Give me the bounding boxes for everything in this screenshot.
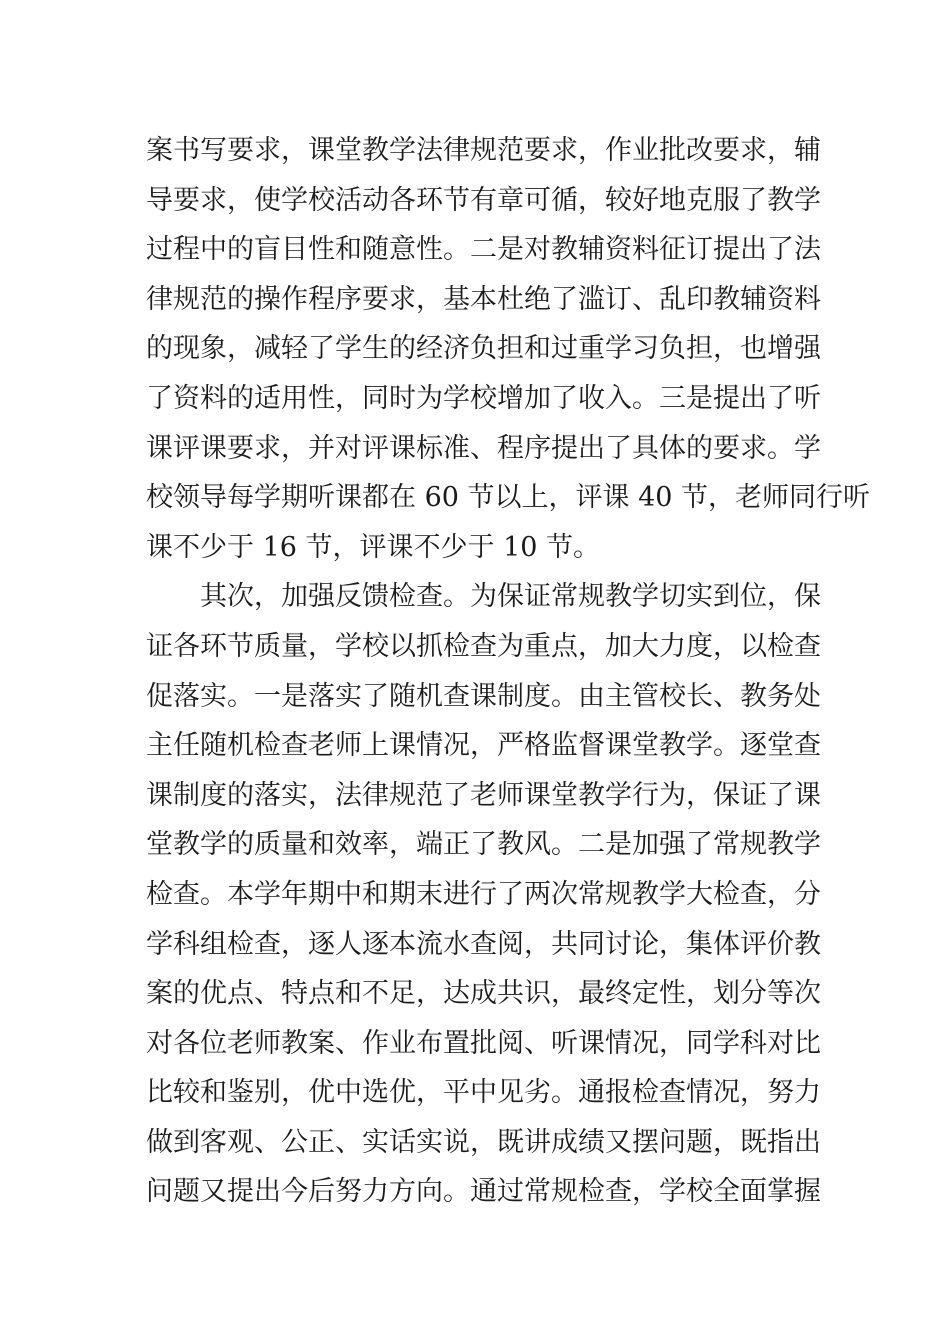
text-line: 案书写要求，课堂教学法律规范要求，作业批改要求，辅 xyxy=(146,135,821,166)
text-line: 律规范的操作程序要求，基本杜绝了滥订、乱印教辅资料 xyxy=(146,283,821,315)
text-line: 堂教学的质量和效率，端正了教风。二是加强了常规教学 xyxy=(146,829,821,861)
text-line: 其次，加强反馈检查。为保证常规教学切实到位，保 xyxy=(200,581,821,613)
text-line: 课评课要求，并对评课标准、程序提出了具体的要求。学 xyxy=(146,432,821,464)
text-line: 过程中的盲目性和随意性。二是对教辅资料征订提出了法 xyxy=(146,234,821,266)
text-line: 案的优点、特点和不足，达成共识，最终定性，划分等次 xyxy=(146,978,821,1010)
text-line: 比较和鉴别，优中选优，平中见劣。通报检查情况，努力 xyxy=(146,1077,821,1109)
text-line: 导要求，使学校活动各环节有章可循，较好地克服了教学 xyxy=(146,184,821,216)
paragraph-second xyxy=(146,572,821,1217)
text-line: 课不少于 16 节，评课不少于 10 节。 xyxy=(146,531,601,563)
text-line: 了资料的适用性，同时为学校增加了收入。三是提出了听 xyxy=(146,382,821,414)
text-line: 证各环节质量，学校以抓检查为重点，加大力度，以检查 xyxy=(146,630,821,662)
text-line: 问题又提出今后努力方向。通过常规检查，学校全面掌握 xyxy=(146,1176,821,1208)
text-line: 对各位老师教案、作业布置批阅、听课情况，同学科对比 xyxy=(146,1027,821,1059)
text-line: 学科组检查，逐人逐本流水查阅，共同讨论，集体评价教 xyxy=(146,928,821,960)
body-text xyxy=(146,126,871,1217)
text-line: 主任随机检查老师上课情况，严格监督课堂教学。逐堂查 xyxy=(146,730,821,762)
text-line: 课制度的落实，法律规范了老师课堂教学行为，保证了课 xyxy=(146,779,821,811)
text-line: 检查。本学年期中和期末进行了两次常规教学大检查，分 xyxy=(146,878,821,910)
text-line: 促落实。一是落实了随机查课制度。由主管校长、教务处 xyxy=(146,680,821,712)
text-line: 做到客观、公正、实话实说，既讲成绩又摆问题，既指出 xyxy=(146,1126,821,1158)
text-line: 校领导每学期听课都在 60 节以上，评课 40 节，老师同行听 xyxy=(146,482,871,514)
paragraph-continued xyxy=(146,126,871,572)
text-line: 的现象，减轻了学生的经济负担和过重学习负担，也增强 xyxy=(146,333,821,365)
